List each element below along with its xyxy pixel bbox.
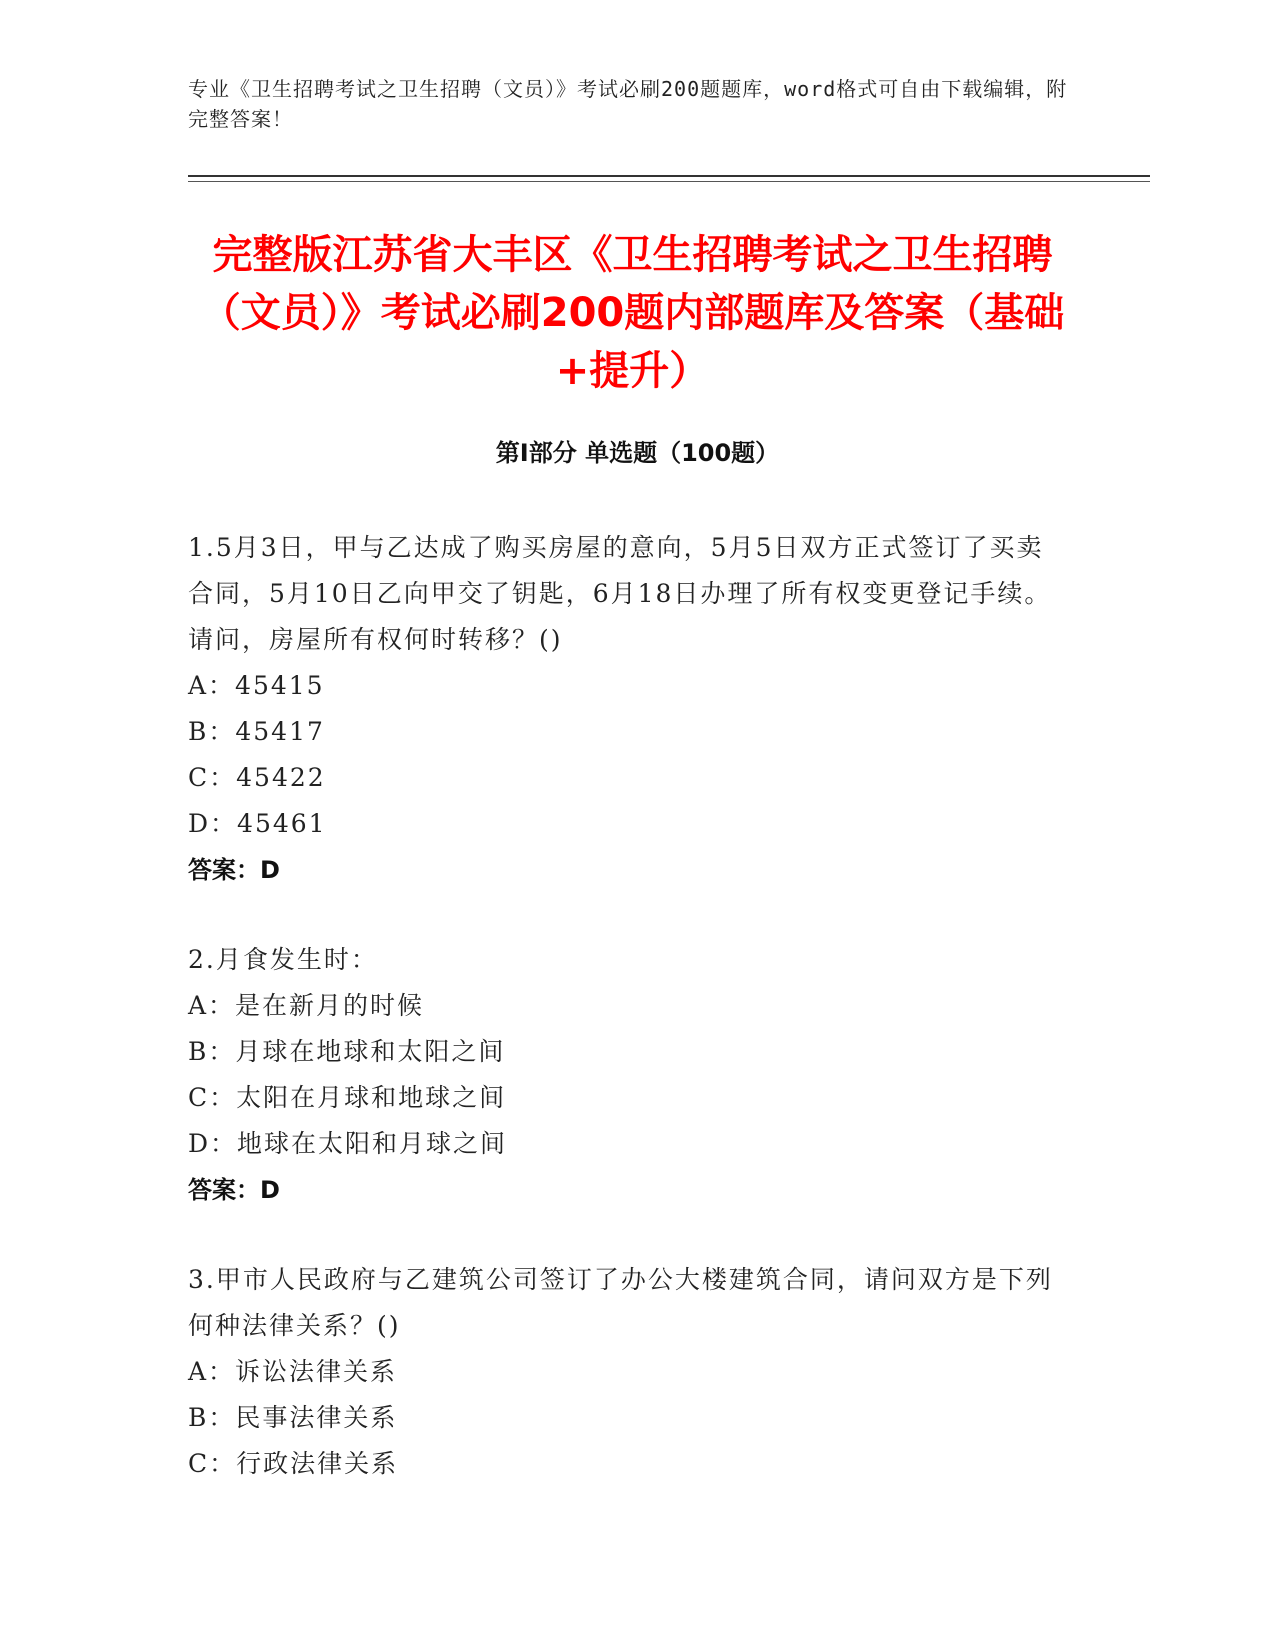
header-note: 专业《卫生招聘考试之卫生招聘（文员）》考试必刷200题题库，word格式可自由下载编辑，附完整答案！ — [188, 77, 1068, 131]
option-b: B：月球在地球和太阳之间 — [188, 1037, 506, 1066]
question-1 — [188, 525, 1068, 893]
option-c: C：行政法律关系 — [188, 1449, 399, 1478]
header-divider-thin — [188, 181, 1150, 182]
question-stem: 1.5月3日，甲与乙达成了购买房屋的意向，5月5日双方正式签订了买卖合同，5月10日乙向甲交了钥匙，6月18日办理了所有权变更登记手续。请问，房屋所有权何时转移？() — [188, 533, 1052, 654]
option-d: D：地球在太阳和月球之间 — [188, 1129, 508, 1158]
option-b: B：45417 — [188, 717, 325, 746]
question-stem: 3.甲市人民政府与乙建筑公司签订了办公大楼建筑合同，请问双方是下列何种法律关系？() — [188, 1265, 1053, 1340]
section-heading: 第Ⅰ部分 单选题（100题） — [495, 439, 780, 467]
option-c: C：45422 — [188, 763, 326, 792]
document-title: 完整版江苏省大丰区《卫生招聘考试之卫生招聘（文员）》考试必刷200题内部题库及答案（基础+提升） — [200, 232, 1065, 394]
header-divider-thick — [188, 175, 1150, 177]
question-3 — [188, 1257, 1068, 1487]
option-a: A：诉讼法律关系 — [188, 1357, 398, 1386]
option-b: B：民事法律关系 — [188, 1403, 398, 1432]
question-2 — [188, 937, 1068, 1213]
option-c: C：太阳在月球和地球之间 — [188, 1083, 507, 1112]
answer-line: 答案：D — [188, 856, 280, 884]
question-stem: 2.月食发生时： — [188, 945, 378, 974]
question-list — [188, 525, 1068, 1531]
option-a: A：45415 — [188, 671, 325, 700]
answer-line: 答案：D — [188, 1176, 280, 1204]
option-a: A：是在新月的时候 — [188, 991, 425, 1020]
option-d: D：45461 — [188, 809, 327, 838]
